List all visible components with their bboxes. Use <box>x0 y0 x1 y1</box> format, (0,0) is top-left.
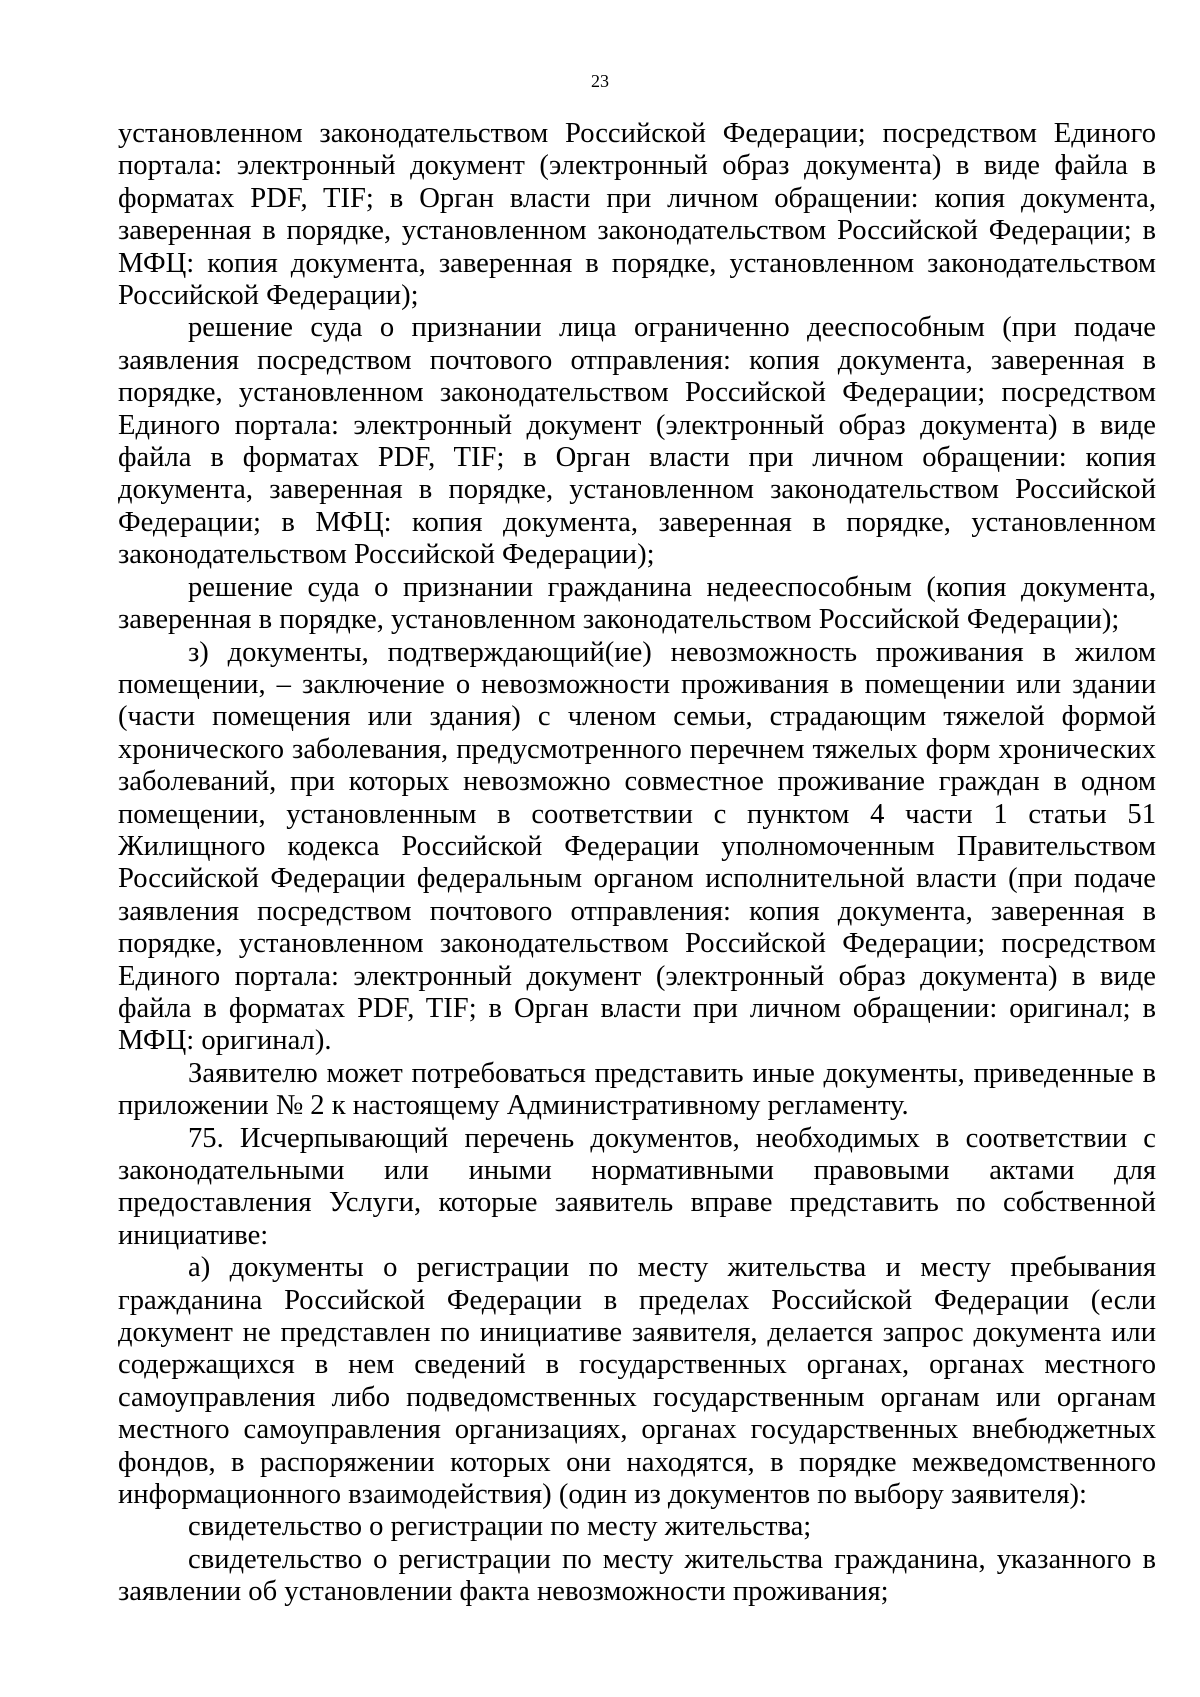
paragraph-registration-certificate: свидетельство о регистрации по месту жительства; <box>188 1511 812 1543</box>
paragraph-section-75: 75. Исчерпывающий перечень документов, необходимых в соответствии с законодательными или иными нормативными правовыми актами для предоставления Услуги, которые заявитель вправе представить по собственной инициативе: <box>118 1122 1156 1251</box>
paragraph-registration-certificate-citizen: свидетельство о регистрации по месту жительства гражданина, указанного в заявлении об установлении факта невозможности проживания; <box>118 1543 1156 1608</box>
paragraph-continuation-1: установленном законодательством Российской Федерации; посредством Единого портала: электронный документ (электронный образ документа) в виде файла в форматах PDF, TIF; в Орган власти при личном обращении: копия документа, заверенная в порядке, установленном законодательством Российской Федерации; в МФЦ: копия документа, заверенная в порядке, установленном законодательством Российской Федерации); <box>118 118 1156 312</box>
paragraph-other-documents: Заявителю может потребоваться представить иные документы, приведенные в приложении № 2 к настоящему Административному регламенту. <box>118 1057 1156 1122</box>
paragraph-incapacity-decision: решение суда о признании гражданина недееспособным (копия документа, заверенная в порядке, установленном законодательством Российской Федерации); <box>118 571 1156 636</box>
page-number: 23 <box>591 71 609 91</box>
paragraph-item-z: з) документы, подтверждающий(ие) невозможность проживания в жилом помещении, – заключение о невозможности проживания в помещении или здании (части помещения или здания) с членом семьи, страдающим тяжелой формой хронического заболевания, предусмотренного перечнем тяжелых форм хронических заболеваний, при которых невозможно совместное проживание граждан в одном помещении, установленным в соответствии с пунктом 4 части 1 статьи 51 Жилищного кодекса Российской Федерации уполномоченным Правительством Российской Федерации федеральным органом исполнительной власти (при подаче заявления посредством почтового отправления: копия документа, заверенная в порядке, установленном законодательством Российской Федерации; посредством Единого портала: электронный документ (электронный образ документа) в виде файла в форматах PDF, TIF; в Орган власти при личном обращении: оригинал; в МФЦ: оригинал). <box>118 636 1156 1057</box>
document-body <box>118 118 1156 1609</box>
paragraph-item-a: а) документы о регистрации по месту жительства и месту пребывания гражданина Российской Федерации в пределах Российской Федерации (если документ не представлен по инициативе заявителя, делается запрос документа или содержащихся в нем сведений в государственных органах, органах местного самоуправления либо подведомственных государственным органам или органам местного самоуправления организациях, органах государственных внебюджетных фондов, в распоряжении которых они находятся, в порядке межведомственного информационного взаимодействия) (один из документов по выбору заявителя): <box>118 1252 1156 1511</box>
paragraph-limited-capacity-decision: решение суда о признании лица ограниченно дееспособным (при подаче заявления посредством почтового отправления: копия документа, заверенная в порядке, установленном законодательством Российской Федерации; посредством Единого портала: электронный документ (электронный образ документа) в виде файла в форматах PDF, TIF; в Орган власти при личном обращении: копия документа, заверенная в порядке, установленном законодательством Российской Федерации; в МФЦ: копия документа, заверенная в порядке, установленном законодательством Российской Федерации); <box>118 312 1156 571</box>
